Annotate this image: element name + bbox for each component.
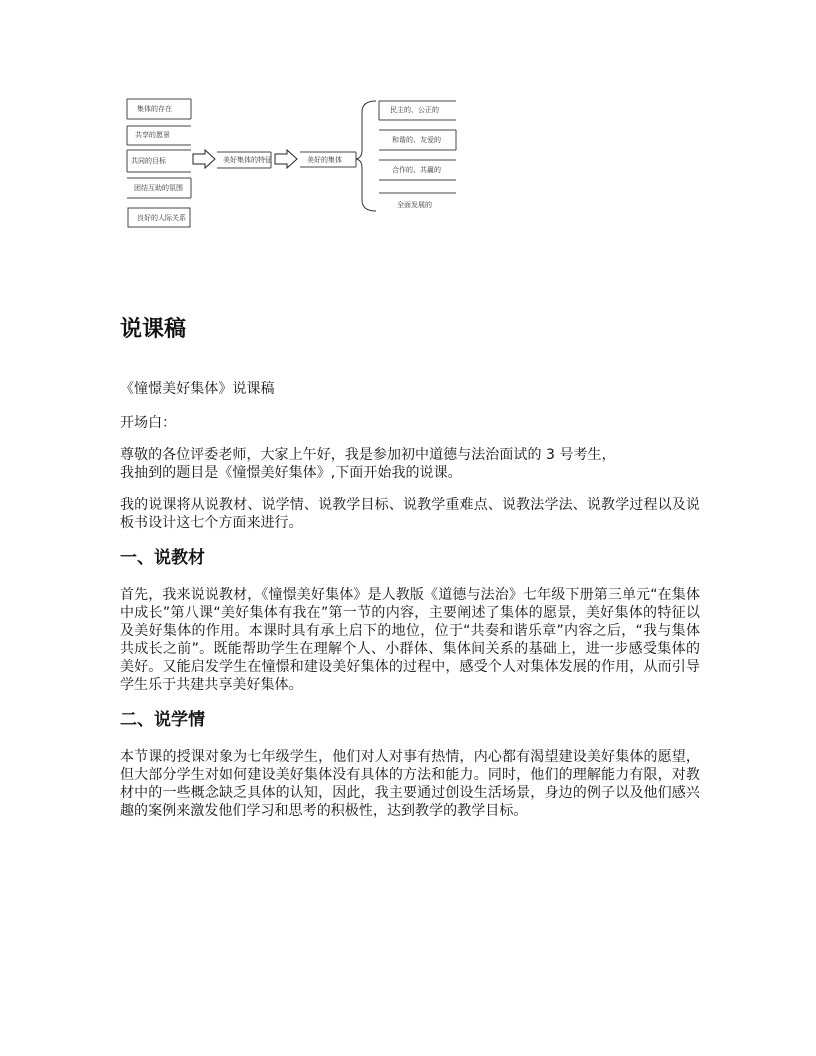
left-box-4 xyxy=(127,178,191,198)
left-item-4-text: 团结互助的氛围 xyxy=(134,184,183,192)
section-body-student-analysis: 本节课的授课对象为七年级学生，他们对人对事有热情，内心都有渴望建设美好集体的愿望，但大部分学生对如何建设美好集体没有具体的方法和能力。同时，他们的理解能力有限，对教材中的一些概念缺乏具体的认知，因此，我主要通过创设生活场景，身边的例子以及他们感兴趣的案例来激发他们学习和思考的积极性，达到教学的教学目标。 xyxy=(120,749,700,819)
section-body-textbook: 首先，我来说说教材，《憧憬美好集体》是人教版《道德与法治》七年级下册第三单元“在集体中成长”第八课“美好集体有我在”第一节的内容，主要阐述了集体的愿景，美好集体的特征以及美好集体的作用。本课时具有承上启下的地位，位于“共奏和谐乐章”内容之后，“我与集体共成长之前”。既能帮助学生在理解个人、小群体、集体间关系的基础上，进一步感受集体的美好。又能启发学生在憧憬和建设美好集体的过程中，感受个人对集体发展的作用，从而引导学生乐于共建共享美好集体。 xyxy=(120,587,700,693)
opening-line-2: 我抽到的题目是《憧憬美好集体》,下面开始我的说课。 xyxy=(120,465,462,481)
left-item-2-text: 共享的愿景 xyxy=(135,131,170,139)
center-box-a xyxy=(217,152,272,168)
left-item-3-text: 共同的目标 xyxy=(131,157,166,165)
opening-paragraph xyxy=(120,446,700,482)
right-item-1-text: 民主的、公正的 xyxy=(390,106,439,114)
concept-diagram-svg xyxy=(0,0,816,240)
right-item-2-text: 和谐的、友爱的 xyxy=(392,136,441,144)
left-item-1-text: 集体的存在 xyxy=(137,105,172,113)
center-box-b xyxy=(300,152,356,167)
document-title: 说课稿 xyxy=(120,317,187,342)
right-item-4-text: 全面发展的 xyxy=(397,201,432,209)
document-subtitle: 《憧憬美好集体》说课稿 xyxy=(120,381,275,397)
brace-icon xyxy=(356,101,376,211)
opening-label: 开场白： xyxy=(120,415,177,431)
right-box-4 xyxy=(379,193,456,209)
opening-line-1: 尊敬的各位评委老师，大家上午好，我是参加初中道德与法治面试的 3 号考生， xyxy=(120,447,616,463)
section-heading-student-analysis: 二、说学情 xyxy=(120,710,205,730)
right-item-3-text: 合作的、共赢的 xyxy=(392,166,441,174)
right-box-1 xyxy=(379,101,456,120)
arrow-right-icon xyxy=(275,150,297,168)
left-box-5 xyxy=(128,208,190,227)
arrow-right-icon xyxy=(193,150,215,168)
center-a-text: 美好集体的特征 xyxy=(223,156,272,164)
center-b-text: 美好的集体 xyxy=(307,156,342,164)
right-box-3 xyxy=(379,160,456,180)
document-body xyxy=(120,310,700,834)
overview-paragraph: 我的说课将从说教材、说学情、说教学目标、说教学重难点、说教法学法、说教学过程以及说板书设计这七个方面来进行。 xyxy=(120,497,700,531)
left-box-2 xyxy=(127,126,191,145)
left-box-1 xyxy=(127,99,191,119)
right-box-2 xyxy=(379,130,456,150)
concept-diagram xyxy=(0,0,816,240)
left-box-3 xyxy=(127,150,191,172)
section-heading-textbook: 一、说教材 xyxy=(120,548,205,568)
left-item-5-text: 良好的人际关系 xyxy=(137,214,186,222)
